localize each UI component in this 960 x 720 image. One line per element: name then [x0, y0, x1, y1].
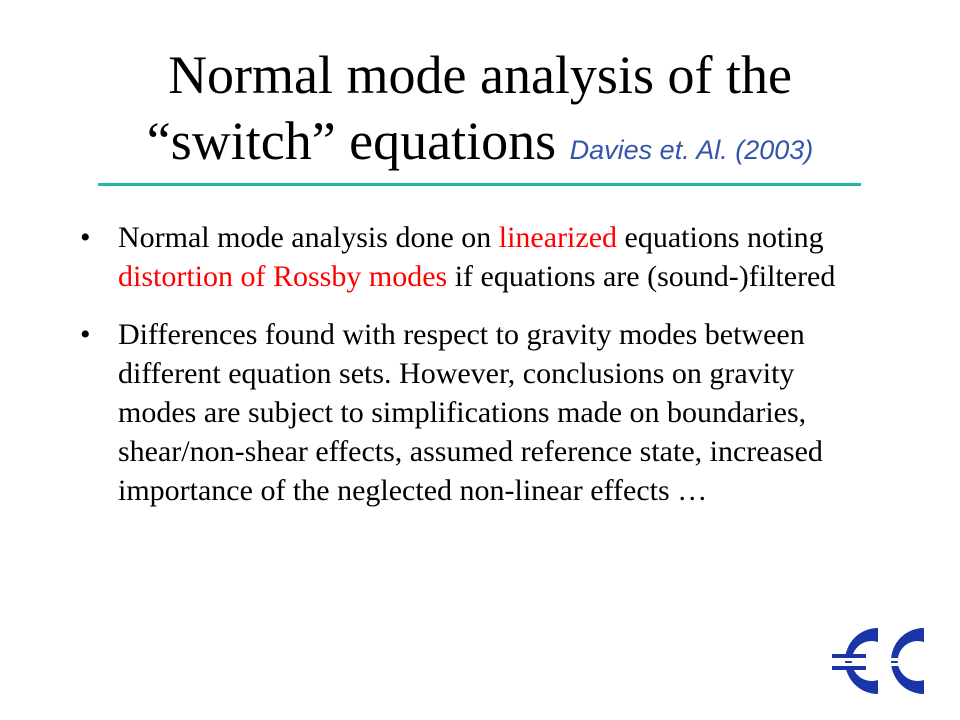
bullet-list — [80, 218, 840, 529]
citation: Davies et. Al. (2003) — [569, 135, 814, 165]
title-divider — [98, 183, 861, 186]
bullet-marker: • — [80, 221, 91, 254]
highlight-linearized: linearized — [498, 221, 618, 254]
bullet-item — [80, 218, 840, 296]
ecmwf-logo-icon — [826, 620, 928, 702]
bullet-text: Differences found with respect to gravity modes between different equation sets. However, conclusions on gravity modes are subject to simplifications made on boundaries, shear/non-shear effects, assumed reference state, increased importance of the neglected non-linear effects … — [118, 318, 823, 507]
bullet-text: if equations are (sound-)filtered — [447, 260, 836, 293]
bullet-text: equations noting — [617, 221, 824, 254]
highlight-rossby-distortion: distortion of Rossby modes — [118, 260, 448, 293]
bullet-marker: • — [80, 318, 91, 351]
title-line-1: Normal mode analysis of the — [168, 45, 792, 105]
bullet-item — [80, 315, 840, 510]
slide-title — [40, 42, 920, 183]
bullet-text: Normal mode analysis done on — [118, 221, 499, 254]
title-line-2: “switch” equations — [146, 111, 557, 171]
